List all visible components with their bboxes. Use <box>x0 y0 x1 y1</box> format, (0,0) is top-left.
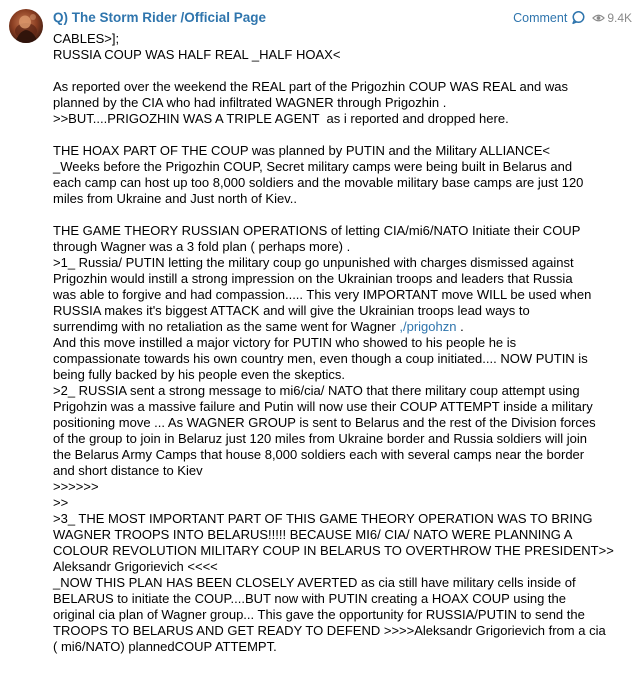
post-line: >3_ THE MOST IMPORTANT PART OF THIS GAME THEORY OPERATION WAS TO BRING <box>53 511 593 526</box>
post-line: As reported over the weekend the REAL part of the Prigozhin COUP WAS REAL and was <box>53 79 568 94</box>
comment-link[interactable]: Comment <box>513 10 568 25</box>
post-line-text: surrendimg with no retaliation as the same went for Wagner <box>53 319 400 334</box>
post-line: Aleksandr Grigorievich <<<< <box>53 559 218 574</box>
post-line: and short distance to Kiev <box>53 463 203 478</box>
post-line: BELARUS to initiate the COUP....BUT now with PUTIN creating a HOAX COUP using the <box>53 591 566 606</box>
post-line: >>BUT....PRIGOZHIN WAS A TRIPLE AGENT as i reported and dropped here. <box>53 111 509 126</box>
paragraph-gap <box>53 127 635 143</box>
post-line: Prigohzin was a massive failure and Putin will now use their COUP ATTEMPT inside a military <box>53 399 593 414</box>
post-meta <box>513 10 632 25</box>
post-line: _Weeks before the Prigozhin COUP, Secret military camps were being built in Belarus and <box>53 159 573 174</box>
view-count: 9.4K <box>607 10 632 25</box>
post-line: miles from Ukraine and Just north of Kiev.. <box>53 191 297 206</box>
post-line: original cia plan of Wagner group... This gave the opportunity for RUSSIA/PUTIN to send the <box>53 607 585 622</box>
channel-name[interactable]: Q) The Storm Rider /Official Page <box>53 10 267 25</box>
paragraph-gap <box>53 207 635 223</box>
post-line: WAGNER TROOPS INTO BELARUS!!!!! BECAUSE MI6/ CIA/ NATO WERE PLANNING A <box>53 527 573 542</box>
post-line: being fully backed by his people even the skeptics. <box>53 367 345 382</box>
post-line: COLOUR REVOLUTION MILITARY COUP IN BELARUS TO OVERTHROW THE PRESIDENT>> <box>53 543 614 558</box>
channel-avatar[interactable] <box>9 9 43 43</box>
post-line: >2_ RUSSIA sent a strong message to mi6/cia/ NATO that there military coup attempt using <box>53 383 580 398</box>
post-line: CABLES>]; <box>53 31 120 46</box>
post-line: >>>>>> <box>53 479 99 494</box>
eye-icon <box>592 13 605 23</box>
paragraph-gap <box>53 63 635 79</box>
post-line: positioning move ... As WAGNER GROUP is sent to Belarus and the rest of the Division forces <box>53 415 596 430</box>
post-line: THE HOAX PART OF THE COUP was planned by PUTIN and the Military ALLIANCE< <box>53 143 550 158</box>
post-line: through Wagner was a 3 fold plan ( perhaps more) . <box>53 239 351 254</box>
post-line: each camp can host up too 8,000 soldiers and the movable military base camps are just 120 <box>53 175 584 190</box>
post-text <box>53 31 635 655</box>
post-line: planned by the CIA who had infiltrated WAGNER through Prigozhin . <box>53 95 447 110</box>
post-line: the Belarus Army Camps that house 8,000 soldiers each with several camps near the border <box>53 447 585 462</box>
post-line: Prigozhin would instill a strong impression on the Ukrainian troops and leaders that Russia <box>53 271 573 286</box>
post-line <box>53 319 635 335</box>
post-line: THE GAME THEORY RUSSIAN OPERATIONS of letting CIA/mi6/NATO Initiate their COUP <box>53 223 581 238</box>
post-line: >1_ Russia/ PUTIN letting the military coup go unpunished with charges dismissed against <box>53 255 574 270</box>
post-line: of the group to join in Belaruz just 120 miles from Ukraine border and Russia soldiers will join <box>53 431 587 446</box>
post-line: compassionate towards his own country men, even though a coup initiated.... NOW PUTIN is <box>53 351 588 366</box>
post-line: >> <box>53 495 69 510</box>
post-line-text: . <box>456 319 464 334</box>
avatar-image <box>9 9 43 43</box>
post-line: TROOPS TO BELARUS AND GET READY TO DEFEND >>>>Aleksandr Grigorievich from a cia <box>53 623 606 638</box>
post-line: _NOW THIS PLAN HAS BEEN CLOSELY AVERTED as cia still have military cells inside of <box>53 575 576 590</box>
post-line: RUSSIA makes it's biggest ATTACK and will give the Ukrainian troops lead ways to <box>53 303 530 318</box>
comment-bubble-icon[interactable] <box>571 10 586 25</box>
post-line: RUSSIA COUP WAS HALF REAL _HALF HOAX< <box>53 47 341 62</box>
post-line: And this move instilled a major victory for PUTIN who showed to his people he is <box>53 335 517 350</box>
post-line: ( mi6/NATO) plannedCOUP ATTEMPT. <box>53 639 277 654</box>
post-line: was able to forgive and had compassion..... This very IMPORTANT move WILL be used when <box>53 287 592 302</box>
prigohzn-link[interactable]: ,/prigohzn <box>399 319 457 334</box>
